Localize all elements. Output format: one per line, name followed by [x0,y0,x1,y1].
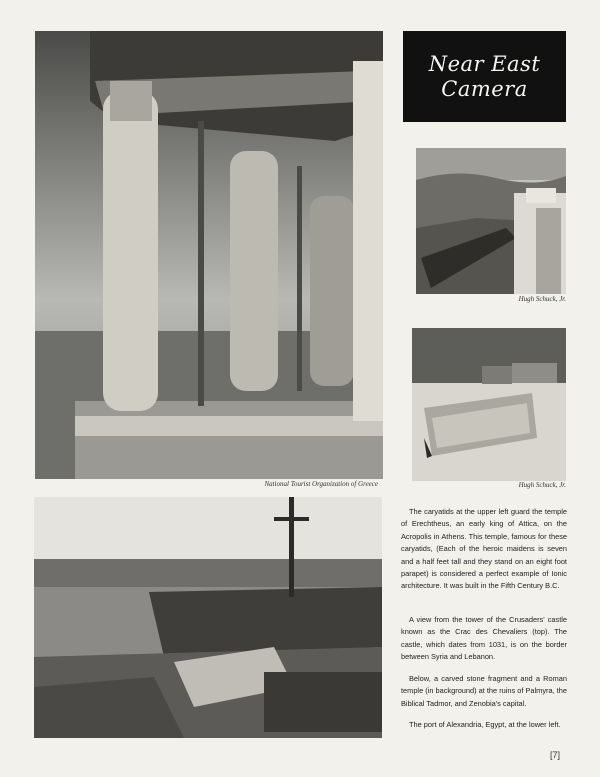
palmyra-photo [412,328,566,481]
castle-photo [416,148,566,294]
section-title-line-1: Near East [428,51,541,76]
page-number: [7] [550,750,561,760]
caption-paragraph-caryatids: The caryatids at the upper left guard the temple of Erechtheus, an early king of Attica, on the Acropolis in Athens. This temple, famous for these caryatids, (Each of the heroic maidens is seven and a half feet tall and they stand on an eight foot parapet) is considered a perfect example of Ionic architecture. It was built in the Fifth Century B.C. [401,507,567,591]
section-title-line-2: Camera [441,76,528,101]
caption-paragraph-palmyra: Below, a carved stone fragment and a Roman temple (in background) at the ruins of Palmyra, the Biblical Tadmor, and Zenobia's capital. [401,674,567,708]
caryatids-photo-credit: National Tourist Organization of Greece [264,480,378,488]
palmyra-photo-credit: Hugh Schuck, Jr. [518,481,566,489]
caption-paragraph-castle: A view from the tower of the Crusaders' castle known as the Crac des Chevaliers (top). The castle, which dates from 1031, is on the border between Syria and Lebanon. [401,615,567,662]
castle-photo-credit: Hugh Schuck, Jr. [518,295,566,303]
caryatids-photo [35,31,383,479]
caption-paragraph-alexandria: The port of Alexandria, Egypt, at the lower left. [409,720,561,729]
alexandria-photo [34,497,382,738]
section-title [403,31,566,122]
